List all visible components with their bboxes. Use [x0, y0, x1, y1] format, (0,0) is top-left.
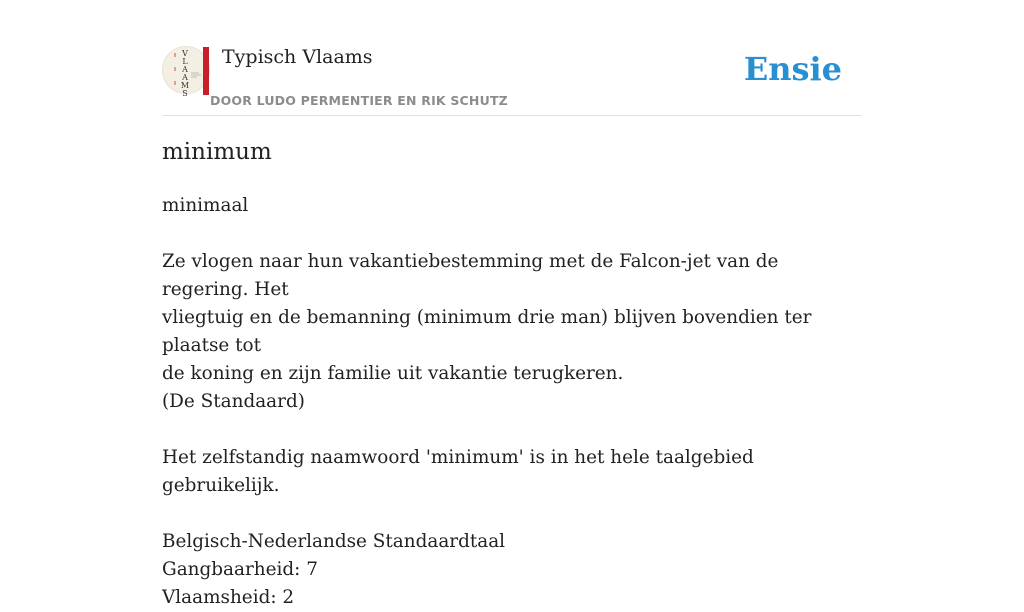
header [162, 0, 862, 116]
cover-letter: S [182, 89, 188, 98]
entry-body [162, 192, 862, 612]
content-container [162, 0, 862, 608]
cover-letter: A [182, 65, 188, 74]
book-cover-edge [203, 47, 209, 95]
cover-letter: V [182, 49, 188, 58]
book-authors: DOOR LUDO PERMENTIER EN RIK SCHUTZ [210, 93, 508, 108]
spacer [162, 220, 862, 248]
spacer [162, 500, 862, 528]
entry-title: minimum [162, 139, 272, 165]
entry-gangbaarheid: Gangbaarheid: 7 [162, 559, 318, 580]
entry-definition: minimaal [162, 195, 249, 216]
ensie-logo[interactable]: Ensie [743, 50, 842, 88]
entry-example-line: vliegtuig en de bemanning (minimum drie man) blijven bovendien ter plaatse tot [162, 307, 812, 356]
cover-letter: L [182, 57, 188, 66]
entry-note: Het zelfstandig naamwoord 'minimum' is in het hele taalgebied gebruikelijk. [162, 447, 754, 496]
entry-vlaamsheid: Vlaamsheid: 2 [162, 587, 295, 608]
cover-letter: A [182, 73, 188, 82]
book-cover-image[interactable] [162, 46, 210, 98]
book-title[interactable]: Typisch Vlaams [222, 46, 373, 68]
cover-letter: M [180, 81, 190, 90]
entry-example-line: de koning en zijn familie uit vakantie terugkeren. [162, 363, 624, 384]
entry-source: (De Standaard) [162, 391, 305, 412]
spacer [162, 416, 862, 444]
entry-register: Belgisch-Nederlandse Standaardtaal [162, 531, 506, 552]
entry-example-line: Ze vlogen naar hun vakantiebestemming met de Falcon-jet van de regering. Het [162, 251, 779, 300]
